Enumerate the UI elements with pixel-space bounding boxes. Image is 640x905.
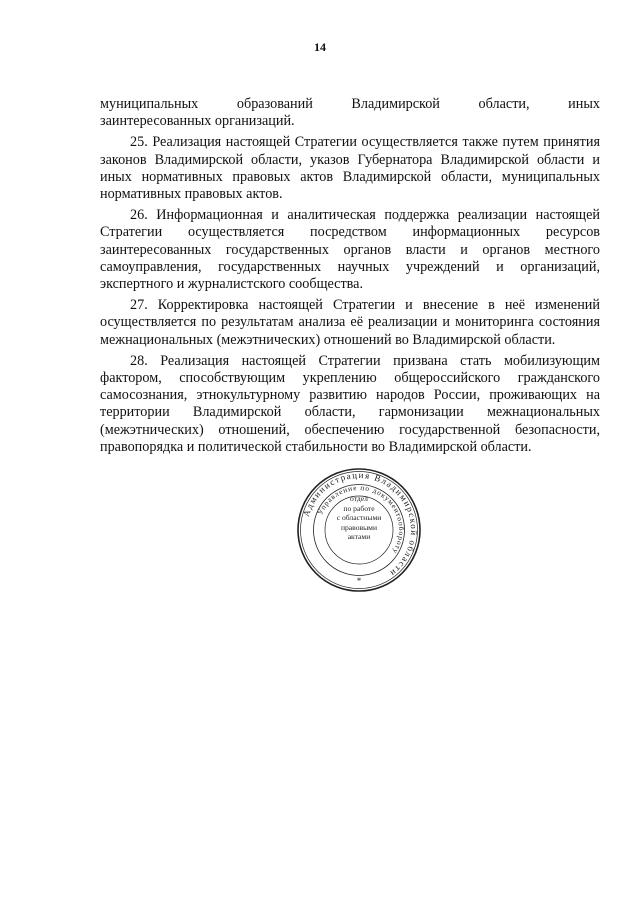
- page-number: 14: [314, 40, 326, 54]
- stamp-center-line: актами: [347, 532, 371, 542]
- stamp-inner-text: Управление по документообороту: [315, 482, 407, 557]
- paragraph-continuation-end: заинтересованных организаций.: [100, 113, 295, 130]
- stamp-center-line: по работе: [343, 503, 375, 513]
- paragraph-25: 25. Реализация настоящей Стратегии осуществляется также путем принятия законов Владимирской области, указов Губернатора Владимирской области и иных нормативных правовых актов Владимирской области, муниципальных нормативных правовых актов.: [100, 134, 600, 203]
- paragraph-27: 27. Корректировка настоящей Стратегии и внесение в неё изменений осуществляется по результатам анализа её реализации и мониторинга состояния межнациональных (межэтнических) отношений во Владимирской области.: [100, 297, 600, 348]
- stamp-outer-text: Администрация Владимирской области: [300, 469, 420, 580]
- stamp-center-line: с областными: [336, 513, 382, 523]
- stamp-center-line: правовыми: [340, 522, 378, 532]
- paragraph-26: 26. Информационная и аналитическая поддержка реализации настоящей Стратегии осуществляется посредством информационных ресурсов заинтересованных государственных органов власти и органов местного самоуправления, государственных научных учреждений и организаций, экспертного и журналистского сообщества.: [100, 207, 600, 293]
- paragraph-continuation-line: муниципальных образований Владимирской области, иных: [100, 96, 600, 112]
- paragraph-28: 28. Реализация настоящей Стратегии призвана стать мобилизующим фактором, способствующим укреплению общероссийского гражданского самосознания, этнокультурному развитию народов России, проживающих на территории Владимирской области, гармонизации межнациональных (межэтнических) отношений, обеспечению государственной безопасности, правопорядка и политической стабильности во Владимирской области.: [100, 352, 600, 455]
- stamp-center-line: отдел: [350, 494, 368, 503]
- stamp-star: *: [356, 576, 362, 586]
- stamp-center-text: [296, 494, 422, 542]
- official-stamp: [296, 467, 422, 593]
- document-body: [100, 96, 600, 460]
